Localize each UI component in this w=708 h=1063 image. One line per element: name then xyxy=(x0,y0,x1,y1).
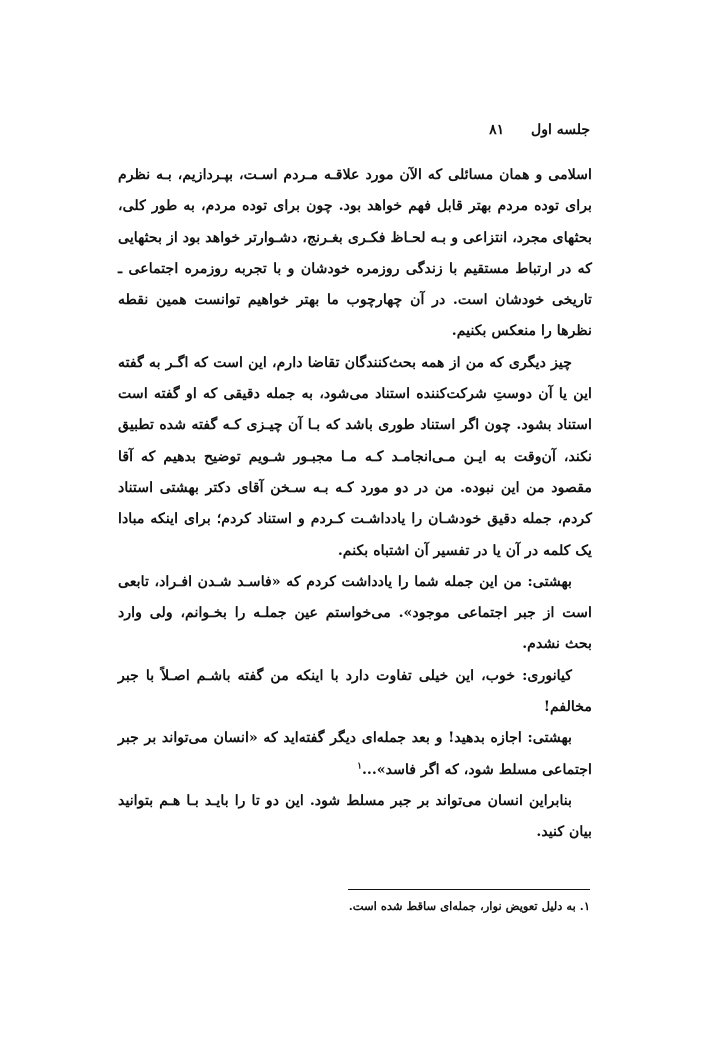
paragraph-5-text: بهشتی: اجازه بدهید! و بعد جمله‌ای دیگر گفته‌اید که «انسان می‌تواند بر جبر اجتماعی مسلط شود، که اگر فاسد»... xyxy=(118,730,592,778)
footnote-divider xyxy=(348,889,590,890)
chapter-title: جلسه اول xyxy=(531,122,590,138)
paragraph-6: بنابراین انسان می‌تواند بر جبر مسلط شود. این دو تا را بایـد بـا هـم بتوانید بیان کنید. xyxy=(118,792,592,841)
paragraph-4: کیانوری: خوب، این خیلی تفاوت دارد با اینکه من گفته باشـم اصـلاً با جبر مخالفم! xyxy=(118,667,592,716)
paragraph-3: بهشتی: من این جمله شما را یادداشت کردم که «فاسـد شـدن افـراد، تابعی است از جبر اجتماعی موجود». می‌خواستم عین جملـه را بخـوانم، ولی وارد بحث نشدم. xyxy=(118,573,592,653)
running-header xyxy=(489,122,590,138)
body-text xyxy=(118,160,592,849)
page-number: ۸۱ xyxy=(489,122,505,138)
footnote: ۱. به دلیل تعویض نوار، جمله‌ای ساقط شده است. xyxy=(348,899,590,913)
footnote-ref: ۱ xyxy=(357,760,362,771)
paragraph-2: چیز دیگری که من از همه بحث‌کنندگان تقاضا دارم، این است که اگـر به گفته این یا آن دوستِ شرکت‌کننده استناد می‌شود، به جمله دقیقی که او گفته است استناد بشود. چون اگر استناد طوری باشد که بـا آن چیـزی کـه گفته شده تطبیق نکند، آن‌وقت به ایـن مـی‌انجامـد کـه مـا مجبـور شـویم توضیح بدهیم که آقا مقصود من این نبوده. من در دو مورد کـه بـه سـخن آقای دکتر بهشتی استناد کردم، جمله دقیق خودشـان را یادداشـت کـردم و استناد کردم؛ برای اینکه مبادا یک کلمه در آن یا در تفسیر آن اشتباه بکنم. xyxy=(118,354,592,559)
paragraph-5 xyxy=(118,723,592,786)
paragraph-1: اسلامی و همان مسائلی که الآن مورد علاقـه مـردم اسـت، بپـردازیم، بـه نظرم برای توده مردم بهتر قابل فهم خواهد بود. چون برای توده مردم، به طور کلی، بحثهای مجرد، انتزاعی و بـه لحـاظ فکـری بغـرنج، دشـوارتر خواهد بود از بحثهایی که در ارتباط مستقیم با زندگی روزمره خودشان و با تجربه روزمره اجتماعی ـ تاریخی خودشان است. در آن چهارچوب ما بهتر خواهیم توانست همین نقطه نظرها را منعکس بکنیم. xyxy=(118,167,592,340)
